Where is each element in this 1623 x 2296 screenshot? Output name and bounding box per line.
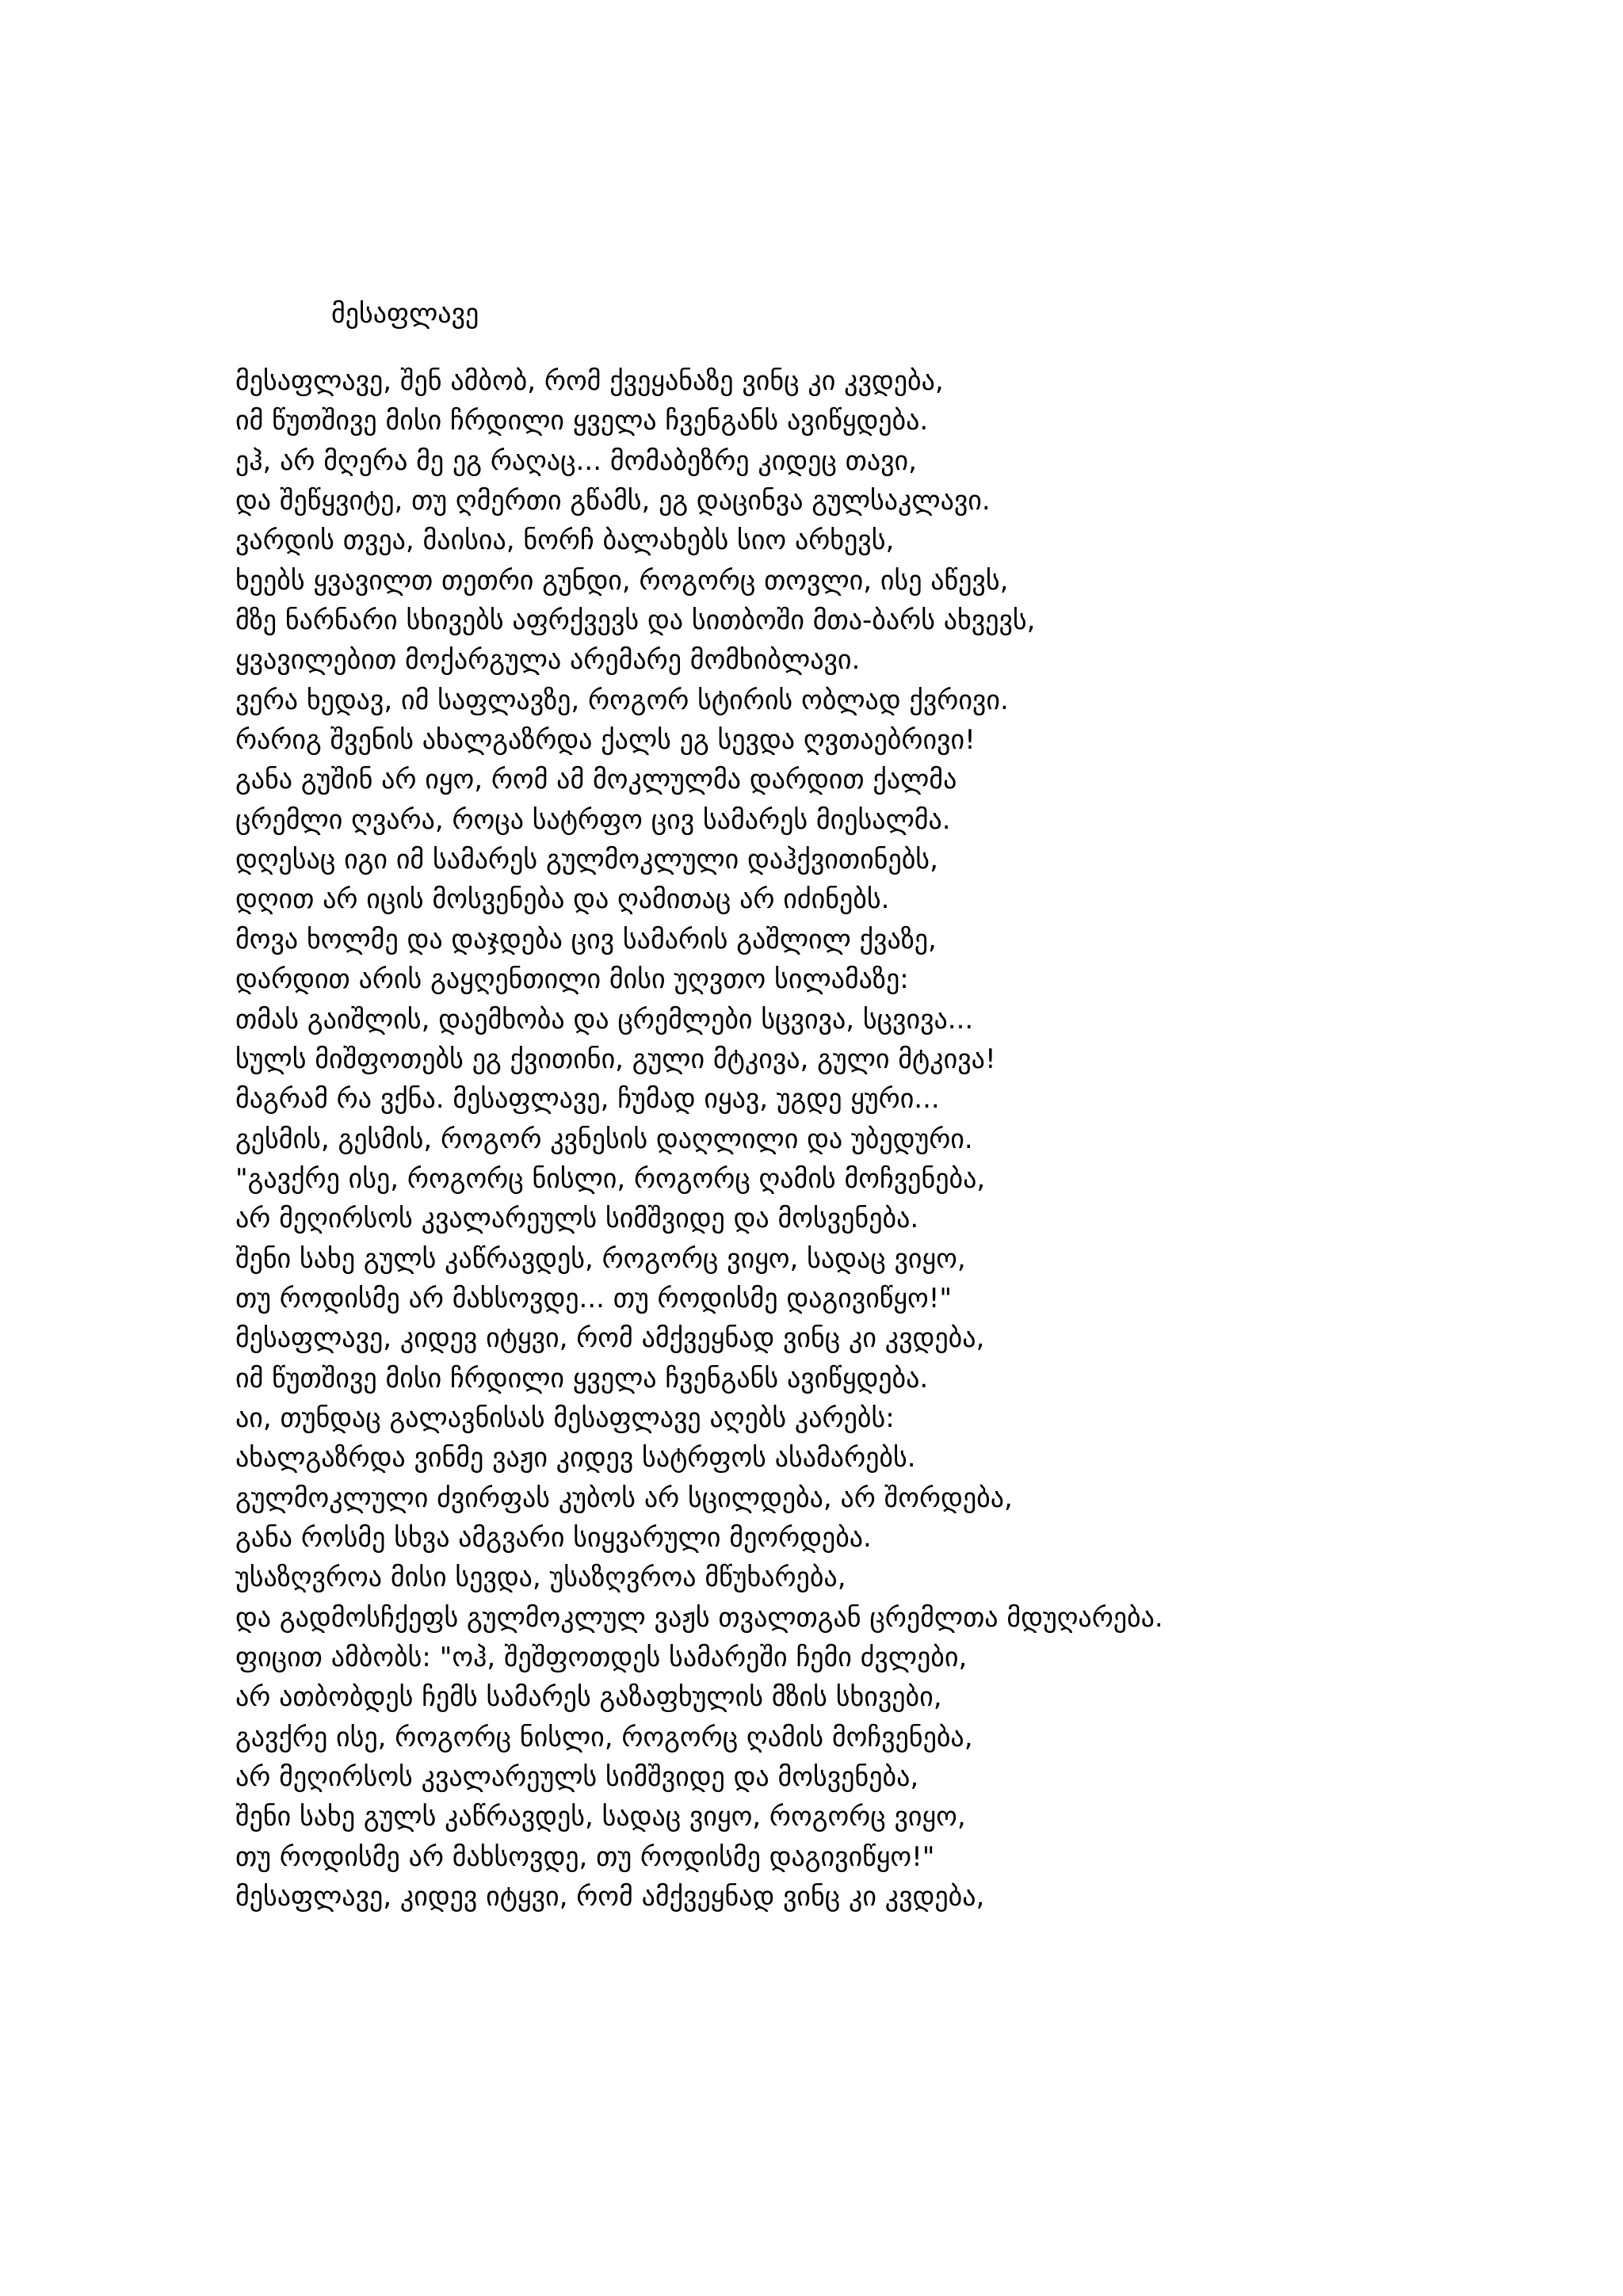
- poem-line: უსაზღვროა მისი სევდა, უსაზღვროა მწუხარება,: [235, 1562, 846, 1594]
- poem-line: მოვა ხოლმე და დაჯდება ცივ სამარის გაშლილ ქვაზე,: [235, 923, 937, 955]
- poem-line: შენი სახე გულს კაწრავდეს, როგორც ვიყო, სადაც ვიყო,: [235, 1242, 966, 1275]
- poem-line: ხეებს ყვავილთ თეთრი გუნდი, როგორც თოვლი, ისე აწევს,: [235, 564, 1009, 597]
- poem-line: იმ წუთშივე მისი ჩრდილი ყველა ჩვენგანს ავიწყდება.: [235, 405, 929, 437]
- poem-line: დღით არ იცის მოსვენება და ღამითაც არ იძინებს.: [235, 883, 890, 916]
- poem-line: მესაფლავე, კიდევ იტყვი, რომ ამქვეყნად ვინც კი კვდება,: [235, 1881, 985, 1913]
- poem-line: გულმოკლული ძვირფას კუბოს არ სცილდება, არ შორდება,: [235, 1482, 1013, 1514]
- poem-line: თუ როდისმე არ მახსოვდე, თუ როდისმე დაგივიწყო!": [235, 1840, 935, 1873]
- poem-line: და შეწყვიტე, თუ ღმერთი გწამს, ეგ დაცინვა გულსაკლავი.: [235, 485, 991, 517]
- poem-body: [235, 361, 1583, 1917]
- poem-line: მესაფლავე, კიდევ იტყვი, რომ ამქვეყნად ვინც კი კვდება,: [235, 1322, 985, 1355]
- poem-line: არ მეღირსოს კვალარეულს სიმშვიდე და მოსვენება,: [235, 1761, 919, 1794]
- poem-line: აი, თუნდაც გალავნისას მესაფლავე აღებს კარებს:: [235, 1402, 895, 1434]
- poem-line: დღესაც იგი იმ სამარეს გულმოკლული დაჰქვითინებს,: [235, 844, 938, 876]
- poem-line: ვერა ხედავ, იმ საფლავზე, როგორ სტირის ობლად ქვრივი.: [235, 684, 1009, 716]
- poem-line: მაგრამ რა ვქნა. მესაფლავე, ჩუმად იყავ, უგდე ყური...: [235, 1083, 940, 1116]
- poem-line: და გადმოსჩქეფს გულმოკლულ ვაჟს თვალთგან ცრემლთა მდუღარება.: [235, 1601, 1163, 1634]
- poem-title: მესაფლავე: [331, 298, 479, 330]
- poem-line: შენი სახე გულს კაწრავდეს, სადაც ვიყო, როგორც ვიყო,: [235, 1801, 966, 1833]
- poem-line: რარიგ შვენის ახალგაზრდა ქალს ეგ სევდა ღვთაებრივი!: [235, 724, 976, 757]
- poem-line: დარდით არის გაყღენთილი მისი უღვთო სილამაზე:: [235, 963, 909, 996]
- poem-line: გავქრე ისე, როგორც ნისლი, როგორც ღამის მოჩვენება,: [235, 1721, 973, 1753]
- poem-line: განა გუშინ არ იყო, რომ ამ მოკლულმა დარდით ქალმა: [235, 764, 957, 796]
- poem-line: გესმის, გესმის, როგორ კვნესის დაღლილი და უბედური.: [235, 1123, 973, 1155]
- poem-line: ფიცით ამბობს: "ოჰ, შეშფოთდეს სამარეში ჩემი ძვლები,: [235, 1642, 968, 1673]
- poem-line: თმას გაიშლის, დაემხობა და ცრემლები სცვივა, სცვივა...: [235, 1003, 974, 1035]
- poem-line: განა როსმე სხვა ამგვარი სიყვარული მეორდება.: [235, 1521, 872, 1554]
- poem-line: ცრემლი ღვარა, როცა სატრფო ცივ სამარეს მიესალმა.: [235, 803, 951, 836]
- poem-line: სულს მიშფოთებს ეგ ქვითინი, გული მტკივა, გული მტკივა!: [235, 1043, 996, 1075]
- poem-line: თუ როდისმე არ მახსოვდე... თუ როდისმე დაგივიწყო!": [235, 1282, 952, 1314]
- poem-line: ვარდის თვეა, მაისია, ნორჩ ბალახებს სიო არხევს,: [235, 524, 895, 557]
- poem-line: იმ წუთშივე მისი ჩრდილი ყველა ჩვენგანს ავიწყდება.: [235, 1362, 929, 1394]
- poem-line: ყვავილებით მოქარგულა არემარე მომხიბლავი.: [235, 644, 861, 677]
- poem-line: ახალგაზრდა ვინმე ვაჟი კიდევ სატრფოს ასამარებს.: [235, 1442, 916, 1474]
- poem-line: ეჰ, არ მღერა მე ეგ რაღაც... მომაბეზრე კიდეც თავი,: [235, 444, 917, 477]
- poem-line: არ მეღირსოს კვალარეულს სიმშვიდე და მოსვენება.: [235, 1203, 919, 1235]
- poem-line: არ ათბობდეს ჩემს სამარეს გაზაფხულის მზის სხივები,: [235, 1681, 942, 1714]
- poem-line: "გავქრე ისე, როგორც ნისლი, როგორც ღამის მოჩვენება,: [235, 1162, 986, 1195]
- poem-line: მესაფლავე, შენ ამბობ, რომ ქვეყანაზე ვინც კი კვდება,: [235, 365, 944, 397]
- poem-line: მზე ნარნარი სხივებს აფრქვევს და სითბოში მთა-ბარს ახვევს,: [235, 605, 1036, 637]
